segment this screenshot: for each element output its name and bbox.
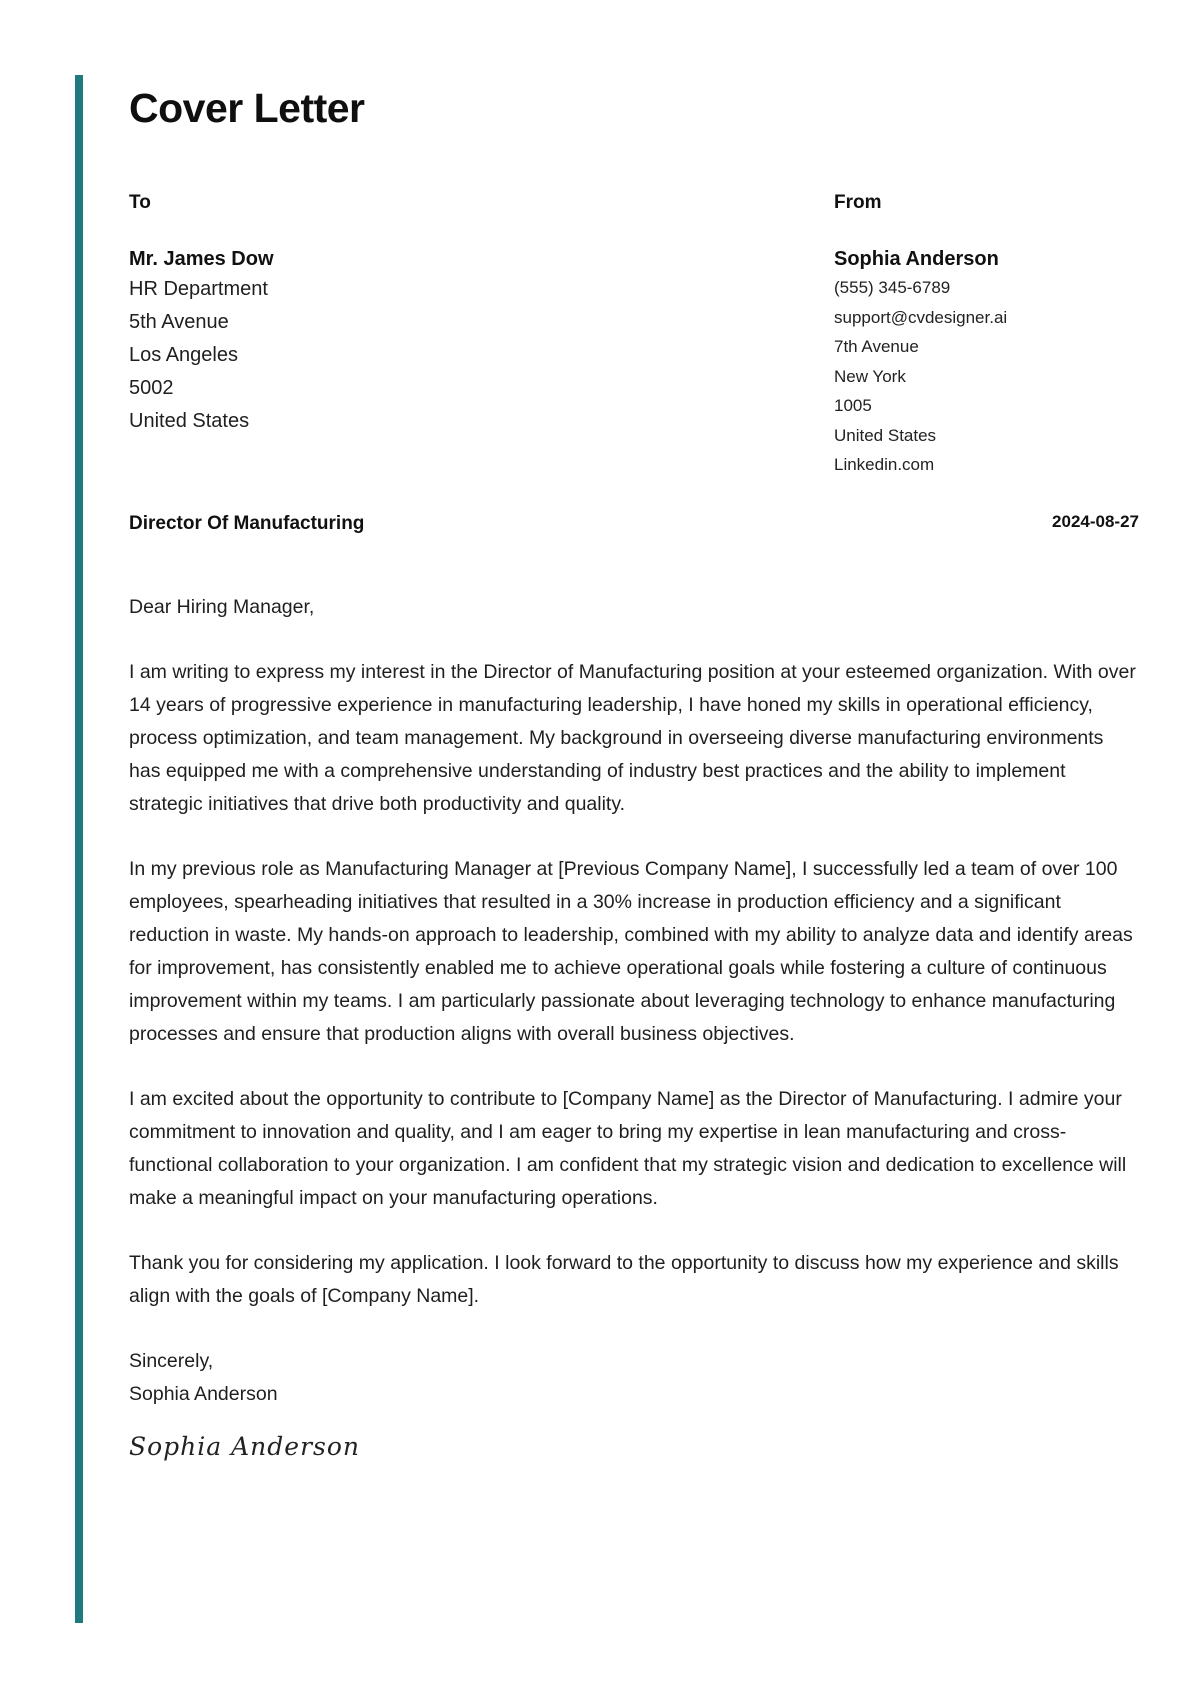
recipient-line: Los Angeles: [129, 344, 238, 366]
role-row: [129, 511, 1139, 541]
page-title: Cover Letter: [129, 85, 365, 131]
letter-date: 2024-08-27: [1052, 512, 1139, 531]
sender-phone: (555) 345-6789: [834, 278, 951, 297]
sender-block: [834, 191, 1139, 480]
sender-label: From: [834, 192, 882, 213]
closing-name: Sophia Anderson: [129, 1383, 278, 1405]
cover-letter-page: [129, 80, 1139, 1465]
recipient-line: United States: [129, 410, 250, 432]
greeting: Dear Hiring Manager,: [129, 596, 315, 618]
body-paragraph: I am writing to express my interest in the Director of Manufacturing position at your esteemed organization. With over 14 years of progressive experience in manufacturing leadership, I have honed my skills in operational efficiency, process optimization, and team management. My background in overseeing diverse manufacturing environments has equipped me with a comprehensive understanding of industry best practices and the ability to implement strategic initiatives that drive both productivity and quality.: [129, 661, 1136, 815]
sender-name: Sophia Anderson: [834, 248, 999, 270]
sender-email: support@cvdesigner.ai: [834, 307, 1008, 327]
body-paragraph: Thank you for considering my application. I look forward to the opportunity to discuss how my experience and skills align with the goals of [Company Name].: [129, 1252, 1119, 1307]
sender-linkedin: Linkedin.com: [834, 455, 935, 474]
closing-block: [129, 1345, 1139, 1411]
position-title: Director Of Manufacturing: [129, 513, 365, 534]
recipient-line: HR Department: [129, 278, 268, 300]
recipient-label: To: [129, 192, 151, 213]
recipient-line: 5002: [129, 377, 174, 399]
sender-line: New York: [834, 366, 906, 386]
accent-bar: [75, 75, 83, 1623]
handwritten-signature: Sophia Anderson: [129, 1432, 361, 1461]
sender-line: United States: [834, 425, 937, 445]
sender-line: 7th Avenue: [834, 337, 919, 356]
closing-phrase: Sincerely,: [129, 1350, 214, 1372]
recipient-block: [129, 191, 629, 438]
recipient-line: 5th Avenue: [129, 311, 229, 333]
letter-body: [129, 591, 1139, 1313]
recipient-name: Mr. James Dow: [129, 248, 274, 270]
address-block: [129, 191, 1139, 491]
body-paragraph: In my previous role as Manufacturing Manager at [Previous Company Name], I successfully led a team of over 100 employees, spearheading initiatives that resulted in a 30% increase in production efficiency and a significant reduction in waste. My hands-on approach to leadership, combined with my ability to analyze data and identify areas for improvement, has consistently enabled me to achieve operational goals while fostering a culture of continuous improvement within my teams. I am particularly passionate about leveraging technology to enhance manufacturing processes and ensure that production aligns with overall business objectives.: [129, 858, 1133, 1045]
body-paragraph: I am excited about the opportunity to contribute to [Company Name] as the Director of Manufacturing. I admire your commitment to innovation and quality, and I am eager to bring my expertise in lean manufacturing and cross-functional collaboration to your organization. I am confident that my strategic vision and dedication to excellence will make a meaningful impact on your manufacturing operations.: [129, 1088, 1127, 1209]
sender-line: 1005: [834, 396, 872, 415]
